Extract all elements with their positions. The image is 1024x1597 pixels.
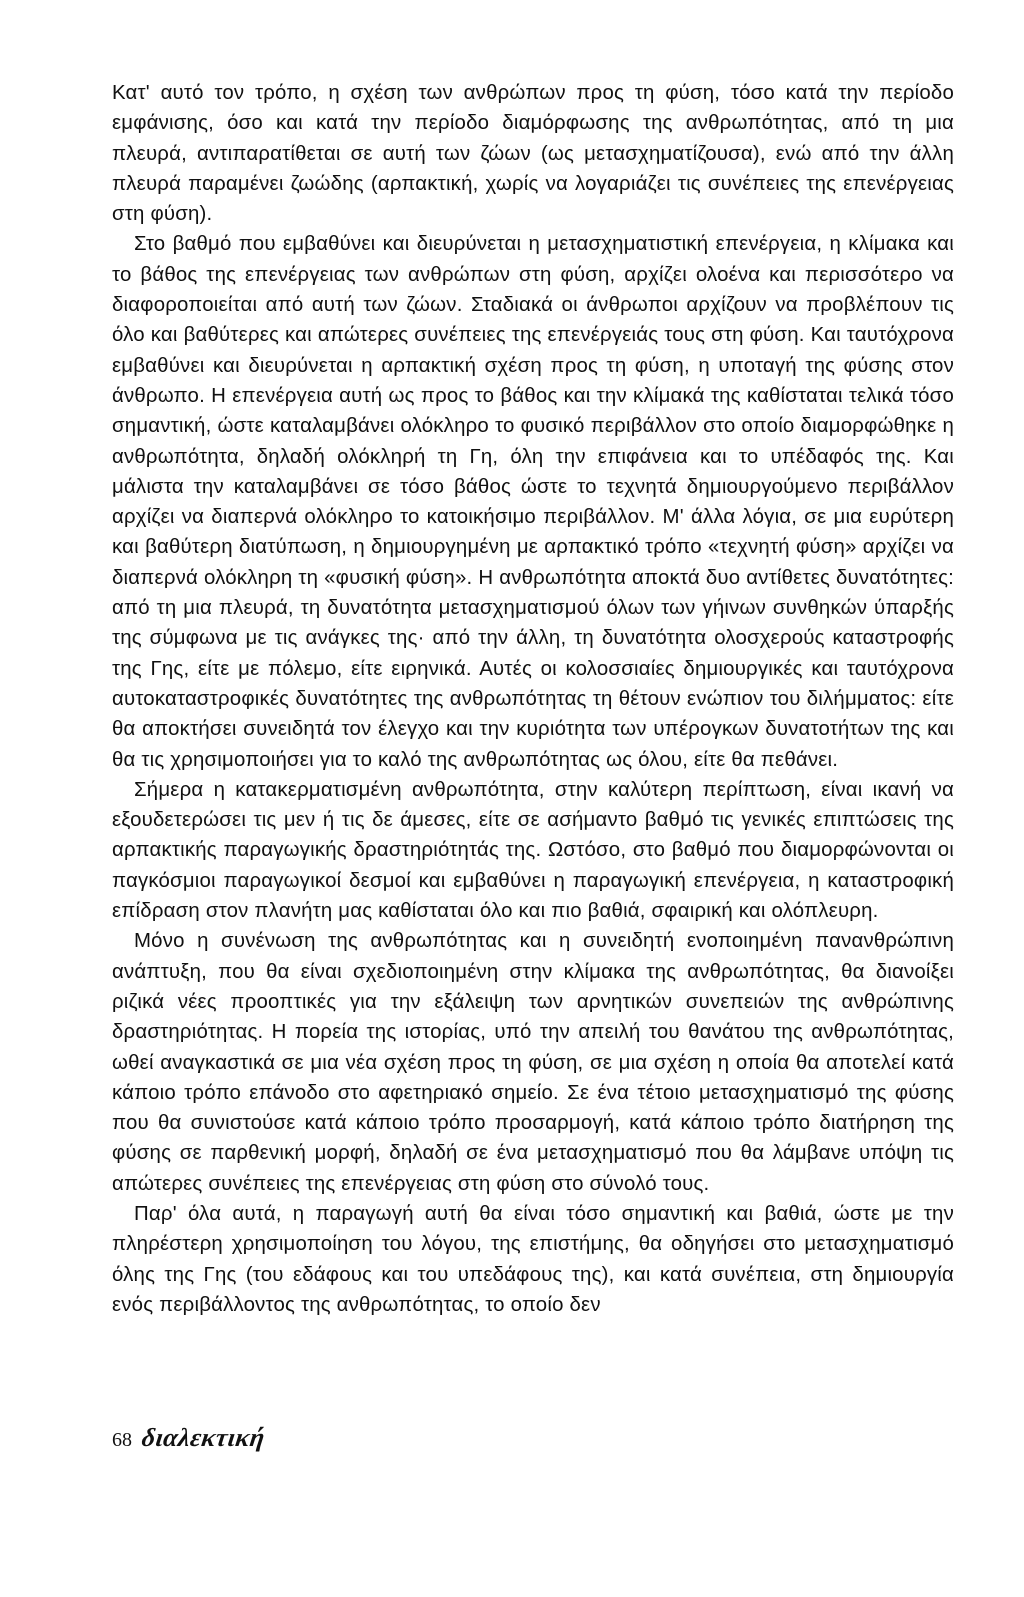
page-footer [112,1423,265,1457]
paragraph-4: Μόνο η συνένωση της ανθρωπότητας και η συνειδητή ενοποιημένη πανανθρώπινη ανάπτυξη, που θα είναι σχεδιοποιημένη στην κλίμακα της ανθρωπότητας, θα διανοίξει ριζικά νέες προοπτικές για την εξάλειψη των αρνητικών συνεπειών της ανθρώπινης δραστηριότητας. Η πορεία της ιστορίας, υπό την απειλή του θανάτου της ανθρωπότητας, ωθεί αναγκαστικά σε μια νέα σχέση προς τη φύση, σε μια σχέση η οποία θα αποτελεί κατά κάποιο τρόπο επάνοδο στο αφετηριακό σημείο. Σε ένα τέτοιο μετασχηματισμό της φύσης που θα συνιστούσε κατά κάποιο τρόπο προσαρμογή, κατά κάποιο τρόπο διατήρηση της φύσης σε παρθενική μορφή, δηλαδή σε ένα μετασχηματισμό που θα λάμβανε υπόψη τις απώτερες συνέπειες της επενέργειας στη φύση στο σύνολό τους. [112,930,954,1195]
paragraph-1: Κατ' αυτό τον τρόπο, η σχέση των ανθρώπων προς τη φύση, τόσο κατά την περίοδο εμφάνισης, όσο και κατά την περίοδο διαμόρφωσης της ανθρωπότητας, από τη μια πλευρά, αντιπαρατίθεται σε αυτή των ζώων (ως μετασχηματίζουσα), ενώ από την άλλη πλευρά παραμένει ζωώδης (αρπακτική, χωρίς να λογαριάζει τις συνέπειες της επενέργειας στη φύση). [112,82,954,226]
paragraph-3: Σήμερα η κατακερματισμένη ανθρωπότητα, στην καλύτερη περίπτωση, είναι ικανή να εξουδετερώσει τις μεν ή τις δε άμεσες, είτε σε ασήμαντο βαθμό τις γενικές επιπτώσεις της αρπακτικής παραγωγικής δραστηριότητάς της. Ωστόσο, στο βαθμό που διαμορφώνονται οι παγκόσμιοι παραγωγικοί δεσμοί και εμβαθύνει η παραγωγική επενέργεια, η καταστροφική επίδραση στον πλανήτη μας καθίσταται όλο και πιο βαθιά, σφαιρική και ολόπλευρη. [112,778,954,923]
page-number: 68 [112,1429,132,1451]
journal-logo: διαλεκτική [140,1423,267,1452]
page-body [112,78,954,1320]
paragraph-2: Στο βαθμό που εμβαθύνει και διευρύνεται η μετασχηματιστική επενέργεια, η κλίμακα και το βάθος της επενέργειας των ανθρώπων στη φύση, αρχίζει ολοένα και περισσότερο να διαφοροποιείται από αυτή των ζώων. Σταδιακά οι άνθρωποι αρχίζουν να προβλέπουν τις όλο και βαθύτερες και απώτερες συνέπειες της επενέργειάς τους στη φύση. Και ταυτόχρονα εμβαθύνει και διευρύνεται η αρπακτική σχέση προς τη φύση, η υποταγή της φύσης στον άνθρωπο. Η επενέργεια αυτή ως προς το βάθος και την κλίμακά της καθίσταται τελικά τόσο σημαντική, ώστε καταλαμβάνει ολόκληρο το φυσικό περιβάλλον στο οποίο διαμορφώθηκε η ανθρωπότητα, δηλαδή ολόκληρή τη Γη, όλη την επιφάνεια και το υπέδαφός της. Και μάλιστα την καταλαμβάνει σε τόσο βάθος ώστε το τεχνητά δημιουργούμενο περιβάλλον αρχίζει να διαπερνά ολόκληρο το κατοικήσιμο περιβάλλον. Μ' άλλα λόγια, σε μια ευρύτερη και βαθύτερη διατύπωση, η δημιουργημένη με αρπακτικό τρόπο «τεχνητή φύση» αρχίζει να διαπερνά ολόκληρη τη «φυσική φύση». Η ανθρωπότητα αποκτά δυο αντίθετες δυνατότητες: από τη μια πλευρά, τη δυνατότητα μετασχηματισμού όλων των γήινων συνθηκών ύπαρξής της σύμφωνα με τις ανάγκες της· από την άλλη, τη δυνατότητα ολοσχερούς καταστροφής της Γης, είτε με πόλεμο, είτε ειρηνικά. Αυτές οι κολοσσιαίες δημιουργικές και ταυτόχρονα αυτοκαταστροφικές δυνατότητες της ανθρωπότητας τη θέτουν ενώπιον του διλήμματος: είτε θα αποκτήσει συνειδητά τον έλεγχο και την κυριότητα των υπέρογκων δυνατοτήτων της και θα τις χρησιμοποιήσει για το καλό της ανθρωπότητας ως όλου, είτε θα πεθάνει. [112,233,954,771]
paragraph-5: Παρ' όλα αυτά, η παραγωγή αυτή θα είναι τόσο σημαντική και βαθιά, ώστε με την πληρέστερη χρησιμοποίηση του λόγου, της επιστήμης, θα οδηγήσει στο μετασχηματισμό όλης της Γης (του εδάφους και του υπεδάφους της), και κατά συνέπεια, στη δημιουργία ενός περιβάλλοντος της ανθρωπότητας, το οποίο δεν [112,1202,954,1316]
